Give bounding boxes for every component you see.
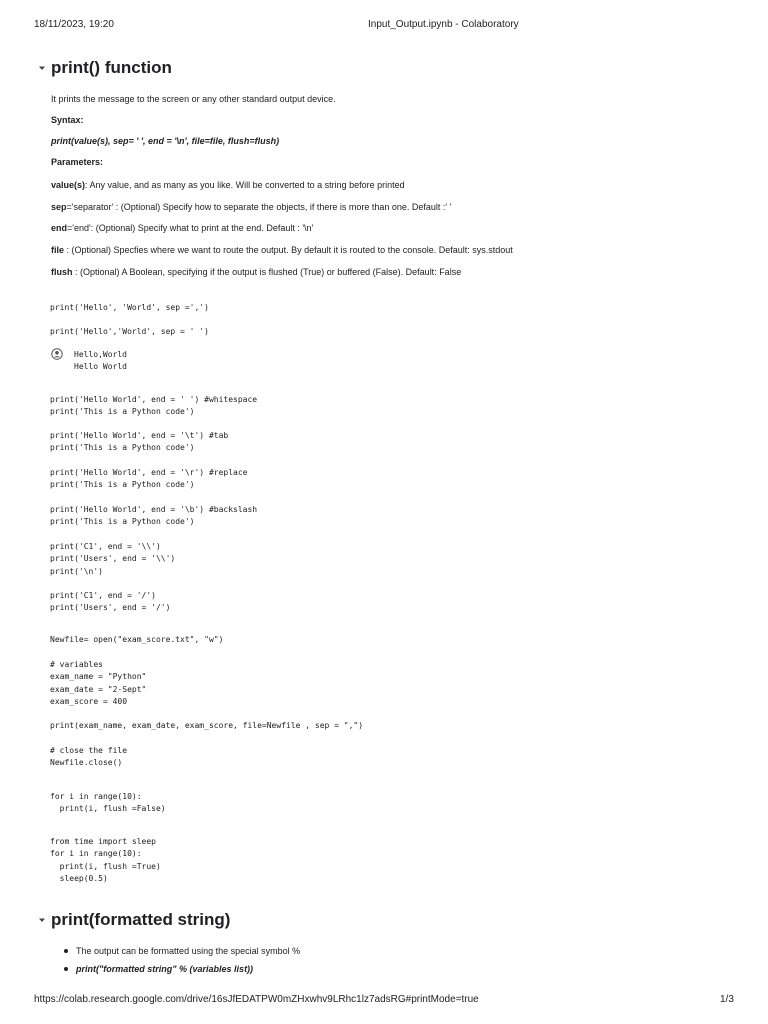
page-number: 1/3 (720, 994, 734, 1005)
code-cell-11[interactable]: print(exam_name, exam_date, exam_score, file=Newfile , sep = ",") (50, 721, 364, 730)
list-item: print("formatted string" % (variables list)) (64, 963, 300, 981)
param-sep: sep='separator' : (Optional) Specify how to separate the objects, if there is more than one. Default :' ' (51, 202, 452, 212)
param-flush: flush : (Optional) A Boolean, specifying if the output is flushed (True) or buffered (False). Default: False (51, 267, 462, 277)
collapse-caret-icon[interactable] (36, 62, 48, 74)
code-cell-6[interactable]: print('Hello World', end = '\b') #backslash print('This is a Python code') (50, 505, 258, 527)
param-end: end='end': (Optional) Specify what to print at the end. Default : '\n' (51, 223, 314, 233)
code-cell-12[interactable]: # close the file Newfile.close() (50, 746, 128, 768)
description-text: It prints the message to the screen or any other standard output device. (51, 94, 336, 104)
cell-output: Hello,World Hello World (74, 350, 127, 372)
bullet-list (64, 945, 300, 981)
code-cell-14[interactable]: from time import sleep for i in range(10): print(i, flush =True) sleep(0.5) (50, 837, 161, 883)
code-cell-7[interactable]: print('C1', end = '\\') print('Users', end = '\\') print('\n') (50, 542, 176, 576)
parameters-label: Parameters: (51, 157, 104, 167)
output-user-icon[interactable] (51, 348, 63, 360)
code-cell-1[interactable]: print('Hello', 'World', sep =',') (50, 303, 209, 312)
code-cell-3[interactable]: print('Hello World', end = ' ') #whitespace print('This is a Python code') (50, 395, 258, 417)
code-cell-13[interactable]: for i in range(10): print(i, flush =False) (50, 792, 166, 814)
section-heading-formatted-string[interactable] (36, 910, 230, 930)
list-item: The output can be formatted using the special symbol % (64, 945, 300, 963)
code-cell-10[interactable]: # variables exam_name = "Python" exam_date = "2-Sept" exam_score = 400 (50, 660, 147, 706)
section-title: print() function (51, 58, 172, 77)
code-cell-5[interactable]: print('Hello World', end = '\r') #replace print('This is a Python code') (50, 468, 248, 490)
syntax-text: print(value(s), sep= ' ', end = '\n', file=file, flush=flush) (51, 136, 280, 146)
syntax-label: Syntax: (51, 115, 84, 125)
collapse-caret-icon[interactable] (36, 914, 48, 926)
section-title: print(formatted string) (51, 910, 231, 929)
code-cell-2[interactable]: print('Hello','World', sep = ' ') (50, 327, 209, 336)
code-cell-4[interactable]: print('Hello World', end = '\t') #tab print('This is a Python code') (50, 431, 229, 453)
section-heading-print-function[interactable] (36, 58, 172, 78)
param-file: file : (Optional) Specfies where we want to route the output. By default it is routed to the console. Default: sys.stdout (51, 245, 513, 255)
code-cell-8[interactable]: print('C1', end = '/') print('Users', end = '/') (50, 591, 171, 613)
print-timestamp: 18/11/2023, 19:20 (34, 19, 114, 30)
code-cell-9[interactable]: Newfile= open("exam_score.txt", "w") (50, 635, 224, 644)
param-value: value(s): Any value, and as many as you like. Will be converted to a string before printed (51, 180, 405, 190)
page-url: https://colab.research.google.com/drive/16sJfEDATPW0mZHxwhv9LRhc1lz7adsRG#printMode=true (34, 994, 479, 1005)
page-title: Input_Output.ipynb - Colaboratory (368, 19, 519, 30)
